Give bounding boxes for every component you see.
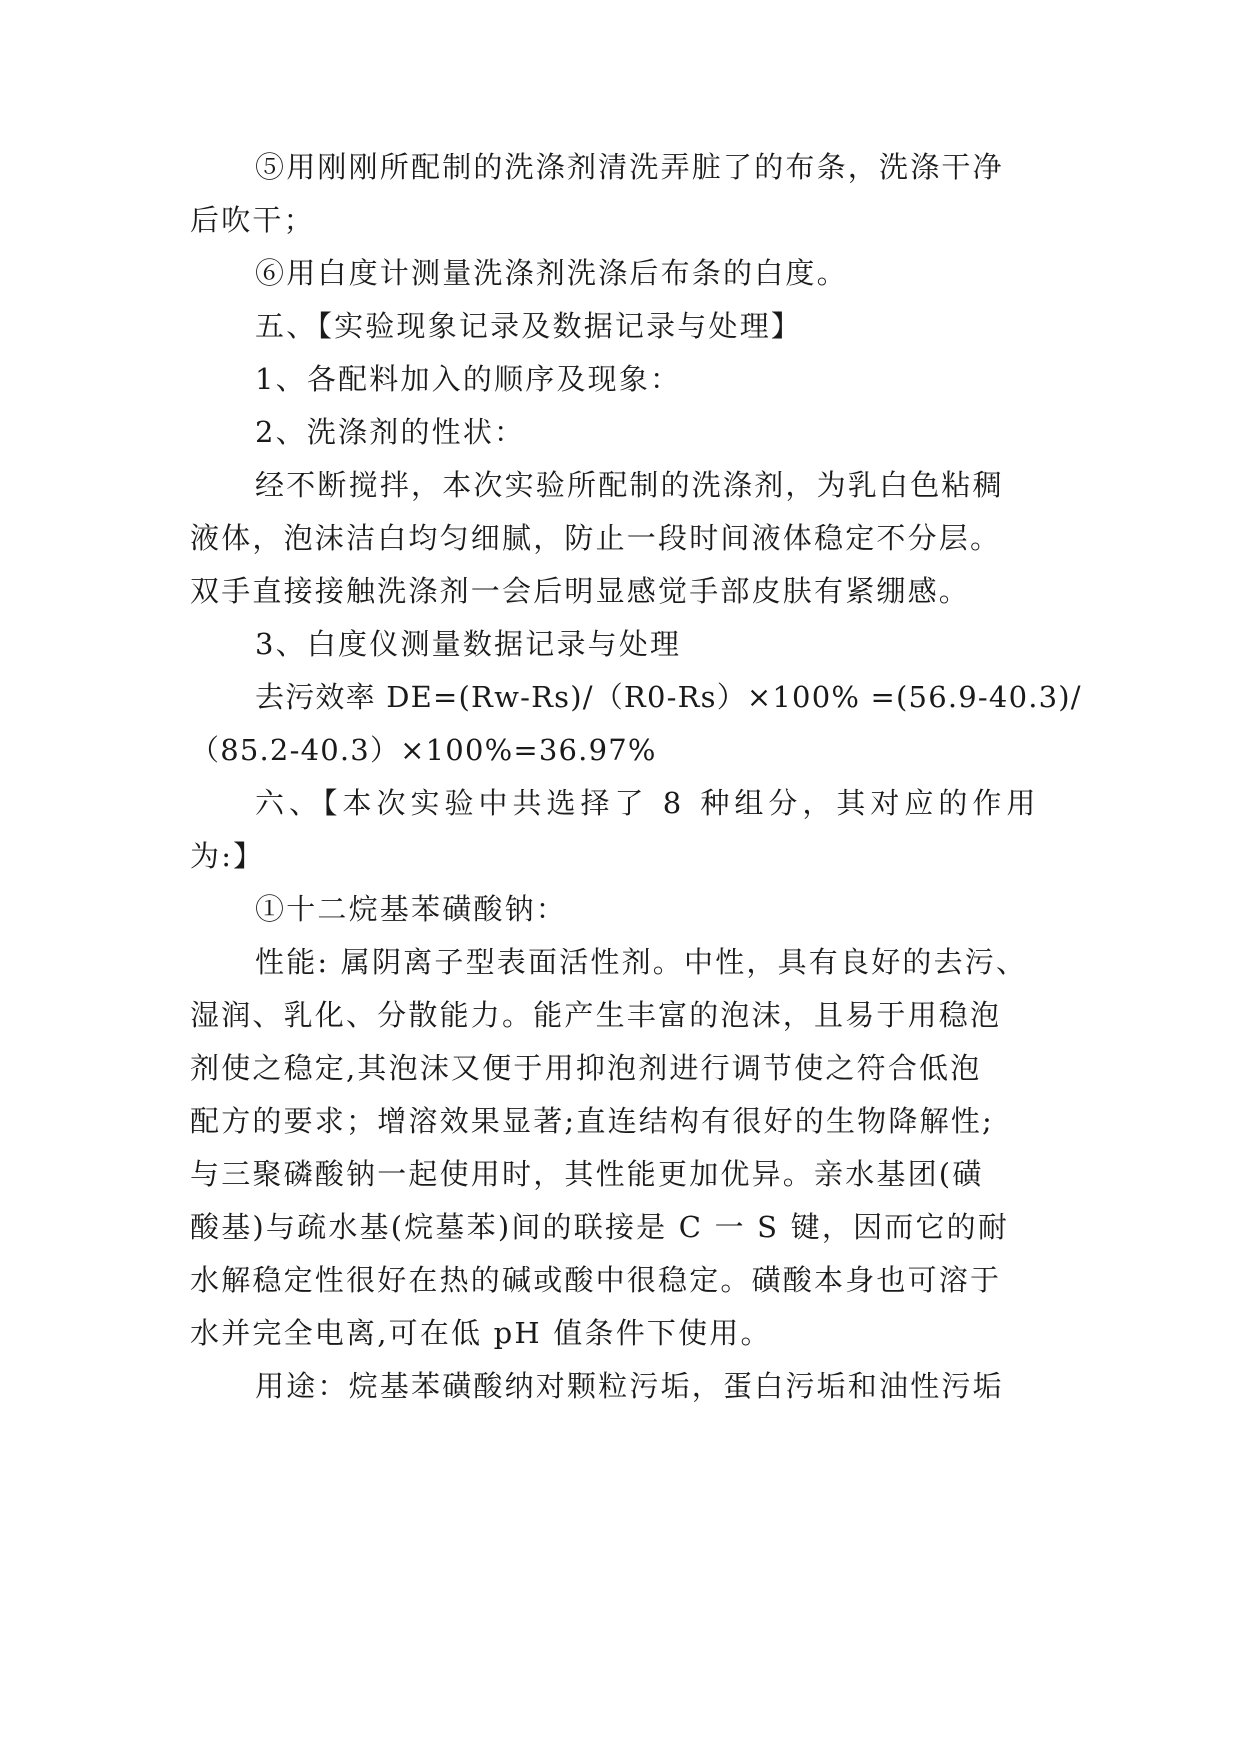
performance-line-8: 水并完全电离,可在低 pH 值条件下使用。 — [190, 1316, 772, 1350]
section-6-heading-line-1: 六、【本次实验中共选择了 8 种组分，其对应的作用 — [255, 786, 1041, 820]
performance-line-5: 与三聚磷酸钠一起使用时，其性能更加优异。亲水基团(磺 — [190, 1157, 984, 1191]
properties-paragraph-line-1: 经不断搅拌，本次实验所配制的洗涤剂，为乳白色粘稠 — [255, 468, 1004, 502]
performance-line-1: 性能: 属阴离子型表面活性剂。中性，具有良好的去污、 — [255, 945, 1028, 979]
item-1-heading: 1、各配料加入的顺序及现象： — [255, 362, 682, 396]
properties-paragraph-line-3: 双手直接接触洗涤剂一会后明显感觉手部皮肤有紧绷感。 — [190, 574, 971, 608]
properties-paragraph-line-2: 液体，泡沫洁白均匀细腻，防止一段时间液体稳定不分层。 — [190, 521, 1002, 555]
performance-line-2: 湿润、乳化、分散能力。能产生丰富的泡沫，且易于用稳泡 — [190, 998, 1002, 1032]
performance-line-7: 水解稳定性很好在热的碱或酸中很稳定。磺酸本身也可溶于 — [190, 1263, 1002, 1297]
step-5-line-2: 后吹干； — [190, 203, 315, 237]
usage-line-1: 用途：烷基苯磺酸纳对颗粒污垢，蛋白污垢和油性污垢 — [255, 1369, 1004, 1403]
section-6-heading-line-2: 为:】 — [190, 839, 265, 873]
performance-line-3: 剂使之稳定,其泡沫又便于用抑泡剂进行调节使之符合低泡 — [190, 1051, 982, 1085]
formula-line-2: （85.2-40.3）×100%=36.97% — [190, 733, 657, 767]
item-3-heading: 3、白度仪测量数据记录与处理 — [255, 627, 682, 661]
step-5-line-1: ⑤用刚刚所配制的洗涤剂清洗弄脏了的布条，洗涤干净 — [255, 150, 1004, 184]
formula-line-1: 去污效率 DE=(Rw-Rs)/（R0-Rs）×100% =(56.9-40.3)/ — [255, 680, 1082, 714]
section-5-heading: 五、【实验现象记录及数据记录与处理】 — [255, 309, 803, 343]
item-2-heading: 2、洗涤剂的性状： — [255, 415, 526, 449]
performance-line-6: 酸基)与疏水基(烷墓苯)间的联接是 C 一 S 键，因而它的耐 — [190, 1210, 1010, 1244]
step-6-line: ⑥用白度计测量洗涤剂洗涤后布条的白度。 — [255, 256, 848, 290]
component-1-heading: ①十二烷基苯磺酸钠： — [255, 892, 568, 926]
performance-line-4: 配方的要求；增溶效果显著;直连结构有很好的生物降解性; — [190, 1104, 994, 1138]
